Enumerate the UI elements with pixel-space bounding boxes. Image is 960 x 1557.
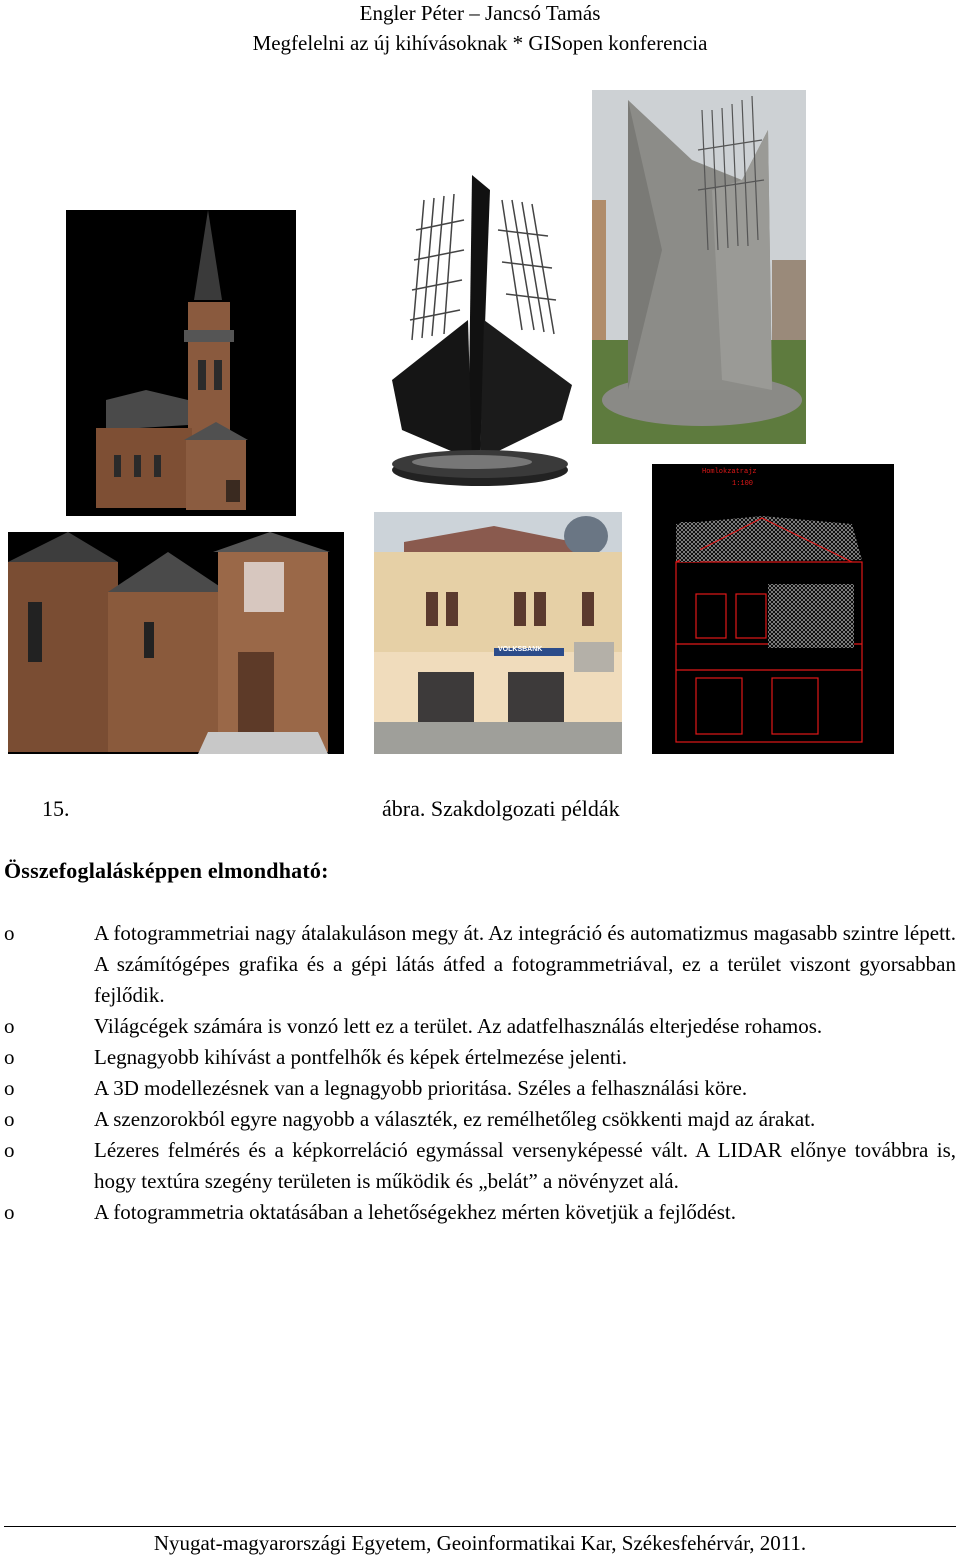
list-item xyxy=(0,1073,960,1104)
cad-scale-label: 1:100 xyxy=(732,480,754,488)
sculpture-render-image xyxy=(372,170,582,500)
list-item-text: A fotogrammetria oktatásában a lehetőségekhez mérten követjük a fejlődést. xyxy=(94,1200,737,1224)
list-item-text: Világcégek számára is vonzó lett ez a terület. Az adatfelhasználás elterjedése rohamos. xyxy=(94,1014,823,1038)
bullet-marker: o xyxy=(4,1200,15,1224)
bullet-marker: o xyxy=(4,921,15,945)
bullet-marker: o xyxy=(4,1014,15,1038)
facade-drawing-image xyxy=(652,464,894,754)
figure-caption: ábra. Szakdolgozati példák xyxy=(382,796,620,821)
list-item-text: Lézeres felmérés és a képkorreláció egymással versenyképessé vált. A LIDAR előnye továbbra is, hogy textúra szegény területen is működik és „belát” a növényzet alá. xyxy=(94,1138,956,1193)
church-detail-image xyxy=(8,532,344,754)
cad-title-label: Homlokzatrajz xyxy=(702,468,757,476)
bullet-marker: o xyxy=(4,1045,15,1069)
list-item-text: A fotogrammetriai nagy átalakuláson megy át. Az integráció és automatizmus magasabb szintre lépett. A számítógépes grafika és a gépi látás átfed a fotogrammetriával, ez a terület viszont gyorsabban fejlődik. xyxy=(94,921,956,1007)
list-item xyxy=(0,918,960,1011)
list-item xyxy=(0,1135,960,1197)
list-item-text: A 3D modellezésnek van a legnagyobb prioritása. Széles a felhasználási köre. xyxy=(94,1076,748,1100)
church-model-image xyxy=(66,210,296,516)
header-conference: Megfelelni az új kihívásoknak * GISopen konferencia xyxy=(252,31,708,55)
list-item-text: A szenzorokból egyre nagyobb a választék, ez remélhetőleg csökkenti majd az árakat. xyxy=(94,1107,816,1131)
list-item-text: Legnagyobb kihívást a pontfelhők és képek értelmezése jelenti. xyxy=(94,1045,627,1069)
bullet-marker: o xyxy=(4,1138,15,1162)
summary-list xyxy=(0,918,960,1228)
list-item xyxy=(0,1042,960,1073)
list-item xyxy=(0,1011,960,1042)
header-authors: Engler Péter – Jancsó Tamás xyxy=(359,1,601,25)
bank-sign-label: VOLKSBANK xyxy=(498,646,543,653)
footer-text: Nyugat-magyarországi Egyetem, Geoinformatikai Kar, Székesfehérvár, 2011. xyxy=(153,1531,807,1555)
list-item xyxy=(0,1104,960,1135)
bullet-marker: o xyxy=(4,1107,15,1131)
building-photo-image xyxy=(374,512,622,754)
figure-number: 15. xyxy=(42,796,70,821)
summary-title: Összefoglalásképpen elmondható: xyxy=(4,858,329,883)
bullet-marker: o xyxy=(4,1076,15,1100)
sculpture-photo-image xyxy=(592,90,806,444)
list-item xyxy=(0,1197,960,1228)
footer-divider xyxy=(4,1526,956,1527)
